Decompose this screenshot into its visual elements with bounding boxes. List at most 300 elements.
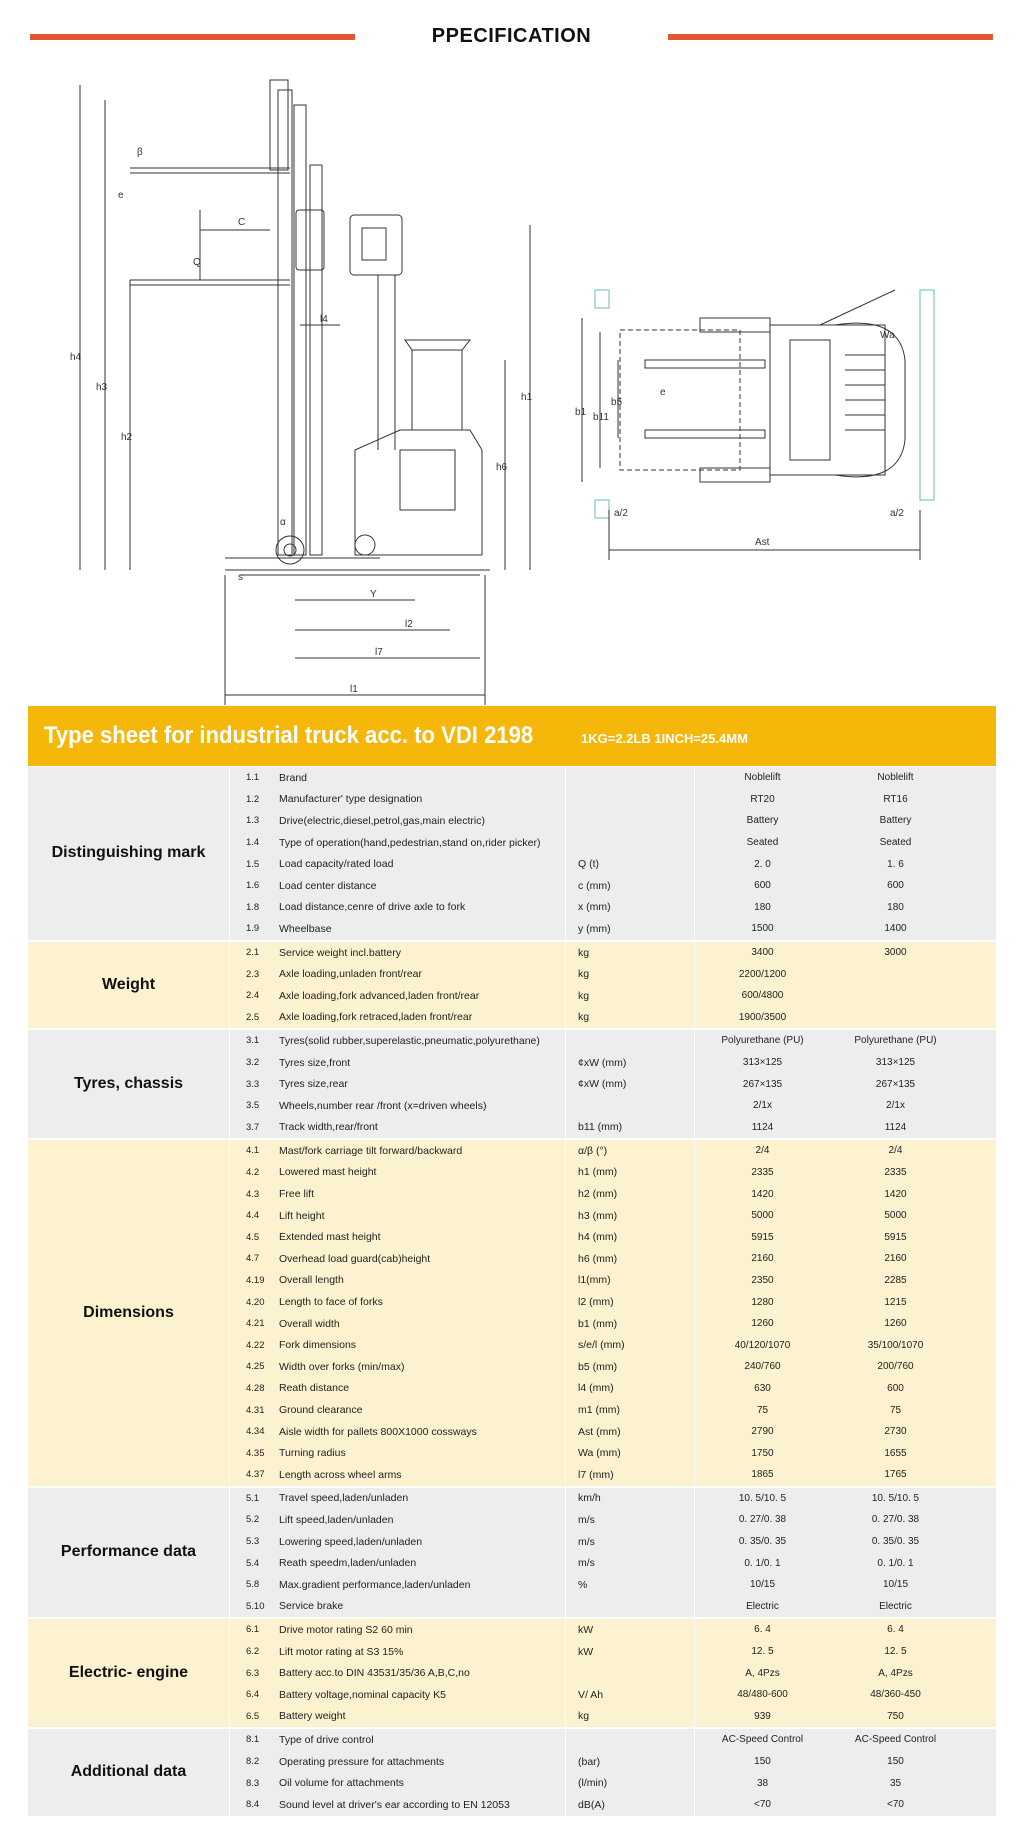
row-description: Lift speed,laden/unladen	[279, 1513, 394, 1526]
row-unit: α/β (°)	[565, 1140, 695, 1162]
row-description: Overhead load guard(cab)height	[279, 1252, 431, 1265]
row-number: 6.5	[246, 1710, 260, 1722]
row-description: Wheels,number rear /front (x=driven wheels)	[279, 1099, 487, 1112]
table-row	[230, 1140, 996, 1162]
row-number: 1.5	[246, 858, 260, 870]
value-model-1: Polyurethane (PU)	[721, 1035, 804, 1047]
row-unit: kW	[565, 1619, 695, 1641]
table-row	[230, 1794, 996, 1816]
row-unit	[565, 810, 695, 832]
table-row	[230, 1662, 996, 1684]
value-model-2: A, 4Pzs	[878, 1667, 913, 1679]
value-model-1: Noblelift	[744, 772, 781, 784]
value-model-1: Battery	[746, 815, 779, 827]
table-row	[230, 1291, 996, 1313]
label-b5: b5	[611, 397, 623, 408]
row-description: Axle loading,fork advanced,laden front/rear	[279, 989, 480, 1002]
value-model-1: 1900/3500	[738, 1011, 787, 1023]
table-row	[230, 1531, 996, 1553]
row-unit: Ast (mm)	[565, 1421, 695, 1443]
row-unit: kg	[565, 1706, 695, 1728]
table-row	[230, 918, 996, 940]
row-description: Sound level at driver's ear according to EN 12053	[279, 1798, 510, 1811]
value-model-1: 939	[754, 1710, 771, 1722]
row-number: 1.8	[246, 901, 260, 913]
value-model-1: 38	[756, 1777, 769, 1789]
label-alpha: α	[280, 517, 286, 528]
row-description: Max.gradient performance,laden/unladen	[279, 1578, 471, 1591]
value-model-1: 2350	[751, 1274, 774, 1286]
value-model-1: 12. 5	[751, 1646, 774, 1658]
row-description: Turning radius	[279, 1447, 346, 1460]
table-row	[230, 1030, 996, 1052]
value-model-2: 267×135	[875, 1078, 916, 1090]
banner-title: Type sheet for industrial truck acc. to VDI 2198	[44, 722, 534, 749]
table-row	[230, 1117, 996, 1139]
row-description: Mast/fork carriage tilt forward/backward	[279, 1144, 463, 1157]
value-model-1: <70	[754, 1799, 771, 1811]
table-row	[230, 1488, 996, 1510]
row-number: 4.7	[246, 1253, 260, 1265]
value-model-2: Noblelift	[877, 772, 914, 784]
table-row	[230, 1073, 996, 1095]
label-h3: h3	[96, 382, 108, 393]
group-rows	[230, 942, 996, 1028]
value-model-2: 2/1x	[886, 1100, 905, 1112]
value-model-2: 1655	[884, 1447, 907, 1459]
value-model-1: 1865	[751, 1469, 774, 1481]
spec-group	[28, 942, 996, 1028]
row-unit: h4 (mm)	[565, 1226, 695, 1248]
row-description: Service brake	[279, 1600, 344, 1613]
value-model-2: 2/4	[888, 1145, 903, 1157]
row-unit	[565, 1596, 695, 1618]
table-row	[230, 853, 996, 875]
table-row	[230, 1052, 996, 1074]
value-model-1: 1280	[751, 1296, 774, 1308]
row-number: 4.20	[246, 1296, 265, 1308]
row-number: 6.1	[246, 1624, 260, 1636]
group-name: Dimensions	[28, 1140, 230, 1486]
row-unit: b1 (mm)	[565, 1313, 695, 1335]
row-number: 4.5	[246, 1231, 260, 1243]
table-row	[230, 875, 996, 897]
label-l7: l7	[375, 647, 383, 658]
side-view-drawing	[80, 80, 530, 705]
table-row	[230, 1509, 996, 1531]
row-description: Extended mast height	[279, 1231, 381, 1244]
value-model-1: A, 4Pzs	[745, 1667, 780, 1679]
row-description: Type of operation(hand,pedestrian,stand on,rider picker)	[279, 836, 541, 849]
row-unit: h6 (mm)	[565, 1248, 695, 1270]
value-model-2: 5915	[884, 1231, 907, 1243]
row-description: Tyres size,rear	[279, 1078, 348, 1091]
label-b11: b11	[593, 412, 609, 423]
row-description: Load capacity/rated load	[279, 858, 394, 871]
row-description: Type of drive control	[279, 1733, 374, 1746]
table-row	[230, 1248, 996, 1270]
row-description: Overall length	[279, 1274, 344, 1287]
group-rows	[230, 1488, 996, 1618]
row-unit: kg	[565, 963, 695, 985]
group-name: Electric- engine	[28, 1619, 230, 1727]
value-model-2: 3000	[884, 947, 907, 959]
row-description: Free lift	[279, 1188, 315, 1201]
row-unit: Q (t)	[565, 853, 695, 875]
row-number: 4.31	[246, 1404, 265, 1416]
row-number: 8.4	[246, 1799, 260, 1811]
value-model-2: Electric	[879, 1600, 912, 1612]
table-row	[230, 1226, 996, 1248]
table-row	[230, 1399, 996, 1421]
value-model-1: 150	[754, 1756, 771, 1768]
row-description: Brand	[279, 771, 308, 784]
row-number: 4.19	[246, 1274, 265, 1286]
value-model-1: 1420	[751, 1188, 774, 1200]
value-model-1: 600/4800	[741, 990, 784, 1002]
row-description: Battery voltage,nominal capacity K5	[279, 1688, 446, 1701]
row-description: Battery weight	[279, 1710, 346, 1723]
row-number: 8.2	[246, 1756, 260, 1768]
row-unit: %	[565, 1574, 695, 1596]
row-number: 1.2	[246, 793, 260, 805]
value-model-2: 750	[887, 1710, 904, 1722]
table-row	[230, 1751, 996, 1773]
value-model-1: 40/120/1070	[734, 1339, 791, 1351]
row-description: Load distance,cenre of drive axle to fork	[279, 901, 466, 914]
value-model-1: 2335	[751, 1166, 774, 1178]
value-model-1: 10/15	[749, 1579, 776, 1591]
table-row	[230, 1772, 996, 1794]
row-unit: l4 (mm)	[565, 1378, 695, 1400]
row-description: Fork dimensions	[279, 1339, 357, 1352]
group-name: Tyres, chassis	[28, 1030, 230, 1138]
row-number: 2.4	[246, 990, 260, 1002]
group-name: Distinguishing mark	[28, 767, 230, 940]
label-h2: h2	[121, 432, 133, 443]
spec-group	[28, 767, 996, 940]
row-description: Ground clearance	[279, 1404, 363, 1417]
label-h6: h6	[496, 462, 508, 473]
table-row	[230, 1706, 996, 1728]
row-number: 2.5	[246, 1011, 260, 1023]
table-row	[230, 963, 996, 985]
header-rule-left	[30, 34, 355, 40]
row-number: 4.25	[246, 1361, 265, 1373]
row-unit: s/e/l (mm)	[565, 1334, 695, 1356]
table-row	[230, 1183, 996, 1205]
row-number: 4.28	[246, 1382, 265, 1394]
value-model-1: 267×135	[742, 1078, 783, 1090]
row-unit: kg	[565, 942, 695, 964]
row-unit: kW	[565, 1641, 695, 1663]
value-model-1: 48/480-600	[737, 1689, 788, 1701]
value-model-2: 1124	[884, 1121, 907, 1133]
value-model-1: 2790	[751, 1426, 774, 1438]
value-model-2: Battery	[879, 815, 912, 827]
row-description: Battery acc.to DIN 43531/35/36 A,B,C,no	[279, 1667, 470, 1680]
value-model-2: AC-Speed Control	[854, 1734, 937, 1746]
label-l4: l4	[320, 314, 328, 325]
value-model-1: 2160	[751, 1253, 774, 1265]
value-model-2: 0. 35/0. 35	[871, 1536, 920, 1548]
value-model-1: 2/4	[755, 1145, 770, 1157]
row-number: 3.7	[246, 1121, 260, 1133]
row-number: 5.10	[246, 1600, 265, 1612]
value-model-1: 2200/1200	[738, 968, 787, 980]
row-unit: l7 (mm)	[565, 1464, 695, 1486]
value-model-2: 12. 5	[884, 1646, 907, 1658]
row-unit: dB(A)	[565, 1794, 695, 1816]
value-model-1: 2. 0	[754, 858, 771, 870]
value-model-1: 0. 27/0. 38	[738, 1514, 787, 1526]
label-l2: l2	[405, 619, 413, 630]
row-number: 4.3	[246, 1188, 260, 1200]
value-model-2: 6. 4	[887, 1624, 904, 1636]
label-e-top: e	[660, 387, 666, 398]
table-row	[230, 1552, 996, 1574]
row-number: 1.4	[246, 837, 260, 849]
row-number: 4.22	[246, 1339, 265, 1351]
row-number: 4.35	[246, 1447, 265, 1459]
value-model-1: 180	[754, 901, 771, 913]
row-number: 8.1	[246, 1734, 260, 1746]
table-row	[230, 1421, 996, 1443]
row-unit: x (mm)	[565, 897, 695, 919]
drawing-canvas	[0, 70, 1024, 710]
spec-group	[28, 1729, 996, 1815]
value-model-2: 2285	[884, 1274, 907, 1286]
value-model-2: 2335	[884, 1166, 907, 1178]
table-row	[230, 832, 996, 854]
type-sheet-banner	[28, 706, 996, 766]
value-model-2: 35/100/1070	[867, 1339, 924, 1351]
value-model-2: 10/15	[882, 1579, 909, 1591]
row-number: 5.1	[246, 1492, 260, 1504]
row-unit	[565, 767, 695, 789]
value-model-2: 313×125	[875, 1057, 916, 1069]
row-unit: m/s	[565, 1552, 695, 1574]
row-number: 6.4	[246, 1689, 260, 1701]
label-h4: h4	[70, 352, 82, 363]
table-row	[230, 1464, 996, 1486]
row-unit: y (mm)	[565, 918, 695, 940]
row-unit	[565, 832, 695, 854]
value-model-2: 0. 27/0. 38	[871, 1514, 920, 1526]
row-number: 1.1	[246, 772, 260, 784]
value-model-2: 10. 5/10. 5	[871, 1492, 920, 1504]
label-q: Q	[193, 257, 201, 268]
row-description: Drive motor rating S2 60 min	[279, 1623, 413, 1636]
row-unit	[565, 1729, 695, 1751]
value-model-1: 630	[754, 1382, 771, 1394]
row-number: 1.6	[246, 880, 260, 892]
value-model-1: 0. 1/0. 1	[744, 1557, 781, 1569]
spec-group	[28, 1619, 996, 1727]
row-number: 8.3	[246, 1777, 260, 1789]
row-number: 4.21	[246, 1318, 265, 1330]
row-number: 3.3	[246, 1078, 260, 1090]
side-view-labels	[70, 147, 533, 695]
label-c: C	[238, 217, 246, 228]
row-unit	[565, 1662, 695, 1684]
label-ast: Ast	[755, 537, 770, 548]
row-number: 5.8	[246, 1579, 260, 1591]
table-row	[230, 1729, 996, 1751]
row-description: Length across wheel arms	[279, 1468, 402, 1481]
table-row	[230, 942, 996, 964]
row-number: 4.34	[246, 1426, 265, 1438]
label-a2-right: a/2	[890, 508, 904, 519]
table-row	[230, 1007, 996, 1029]
row-description: Tyres(solid rubber,superelastic,pneumatic,polyurethane)	[279, 1034, 540, 1047]
row-number: 2.3	[246, 968, 260, 980]
table-row	[230, 1442, 996, 1464]
value-model-2: 1260	[884, 1318, 907, 1330]
label-y: Y	[370, 589, 377, 600]
row-description: Axle loading,unladen front/rear	[279, 968, 423, 981]
table-row	[230, 1574, 996, 1596]
row-unit: km/h	[565, 1488, 695, 1510]
page-title: PPECIFICATION	[431, 25, 592, 47]
row-unit: h2 (mm)	[565, 1183, 695, 1205]
row-description: Load center distance	[279, 879, 377, 892]
value-model-1: 1124	[751, 1121, 774, 1133]
value-model-2: 48/360-450	[870, 1689, 921, 1701]
row-description: Length to face of forks	[279, 1296, 383, 1309]
value-model-1: 0. 35/0. 35	[738, 1536, 787, 1548]
table-row	[230, 1205, 996, 1227]
row-number: 3.1	[246, 1035, 260, 1047]
value-model-2: 600	[887, 880, 904, 892]
group-rows	[230, 1140, 996, 1486]
group-rows	[230, 767, 996, 940]
row-unit: ¢xW (mm)	[565, 1073, 695, 1095]
value-model-1: 75	[756, 1404, 769, 1416]
spec-table	[28, 767, 996, 1816]
value-model-1: 3400	[751, 947, 774, 959]
table-row	[230, 1334, 996, 1356]
table-row	[230, 1596, 996, 1618]
value-model-2: Polyurethane (PU)	[854, 1035, 937, 1047]
table-row	[230, 897, 996, 919]
value-model-2: 180	[887, 901, 904, 913]
group-name: Performance data	[28, 1488, 230, 1618]
value-model-2: <70	[887, 1799, 904, 1811]
group-name: Additional data	[28, 1729, 230, 1815]
value-model-2: 0. 1/0. 1	[877, 1557, 914, 1569]
row-unit: h3 (mm)	[565, 1205, 695, 1227]
label-wa: Wa	[880, 330, 895, 341]
row-unit: l2 (mm)	[565, 1291, 695, 1313]
value-model-1: 1260	[751, 1318, 774, 1330]
row-unit	[565, 1095, 695, 1117]
value-model-1: 600	[754, 880, 771, 892]
label-s: s	[238, 572, 243, 583]
value-model-1: 240/760	[744, 1361, 781, 1373]
value-model-2: 1420	[884, 1188, 907, 1200]
row-description: Reath distance	[279, 1382, 350, 1395]
table-row	[230, 810, 996, 832]
spec-group	[28, 1140, 996, 1486]
row-unit: kg	[565, 1007, 695, 1029]
value-model-2: 2730	[884, 1426, 907, 1438]
value-model-1: Seated	[746, 837, 779, 849]
banner-units: 1KG=2.2LB 1INCH=25.4MM	[581, 731, 748, 746]
value-model-2: 1215	[884, 1296, 907, 1308]
row-number: 4.1	[246, 1145, 260, 1157]
value-model-1: 6. 4	[754, 1624, 771, 1636]
row-description: Lift height	[279, 1209, 325, 1222]
row-description: Aisle width for pallets 800X1000 cossways	[279, 1425, 477, 1438]
row-number: 3.5	[246, 1100, 260, 1112]
row-unit: c (mm)	[565, 875, 695, 897]
row-number: 1.9	[246, 923, 260, 935]
row-description: Oil volume for attachments	[279, 1777, 404, 1790]
label-l1: l1	[350, 684, 358, 695]
value-model-1: 1500	[751, 923, 774, 935]
spec-group	[28, 1030, 996, 1138]
table-row	[230, 1270, 996, 1292]
row-number: 5.2	[246, 1514, 260, 1526]
value-model-2: 200/760	[877, 1361, 914, 1373]
label-h1: h1	[521, 392, 533, 403]
value-model-2: 2160	[884, 1253, 907, 1265]
row-unit	[565, 1030, 695, 1052]
group-rows	[230, 1729, 996, 1815]
value-model-1: RT20	[750, 793, 775, 805]
value-model-2: 150	[887, 1756, 904, 1768]
value-model-2: 75	[889, 1404, 902, 1416]
table-row	[230, 1619, 996, 1641]
group-name: Weight	[28, 942, 230, 1028]
table-row	[230, 1162, 996, 1184]
row-description: Reath speedm,laden/unladen	[279, 1557, 417, 1570]
value-model-1: 1750	[751, 1447, 774, 1459]
table-row	[230, 1378, 996, 1400]
row-description: Width over forks (min/max)	[279, 1360, 405, 1373]
row-number: 5.3	[246, 1536, 260, 1548]
row-number: 4.2	[246, 1166, 260, 1178]
value-model-2: 1400	[884, 923, 907, 935]
page-header	[0, 22, 1024, 62]
row-description: Manufacturer' type designation	[279, 793, 423, 806]
table-row	[230, 789, 996, 811]
row-number: 4.4	[246, 1210, 260, 1222]
row-number: 1.3	[246, 815, 260, 827]
row-description: Travel speed,laden/unladen	[279, 1492, 409, 1505]
label-b1: b1	[575, 407, 587, 418]
table-row	[230, 767, 996, 789]
group-rows	[230, 1619, 996, 1727]
row-unit: l1(mm)	[565, 1270, 695, 1292]
value-model-2: 5000	[884, 1210, 907, 1222]
row-description: Track width,rear/front	[279, 1121, 378, 1134]
spec-group	[28, 1488, 996, 1618]
table-row	[230, 1095, 996, 1117]
row-description: Service weight incl.battery	[279, 946, 401, 959]
row-unit: b11 (mm)	[565, 1117, 695, 1139]
row-description: Overall width	[279, 1317, 340, 1330]
row-unit: m/s	[565, 1531, 695, 1553]
row-unit: (l/min)	[565, 1772, 695, 1794]
value-model-1: 5915	[751, 1231, 774, 1243]
row-description: Wheelbase	[279, 922, 332, 935]
value-model-1: 10. 5/10. 5	[738, 1492, 787, 1504]
row-description: Lowering speed,laden/unladen	[279, 1535, 423, 1548]
header-rule-right	[668, 34, 993, 40]
value-model-2: 1765	[884, 1469, 907, 1481]
